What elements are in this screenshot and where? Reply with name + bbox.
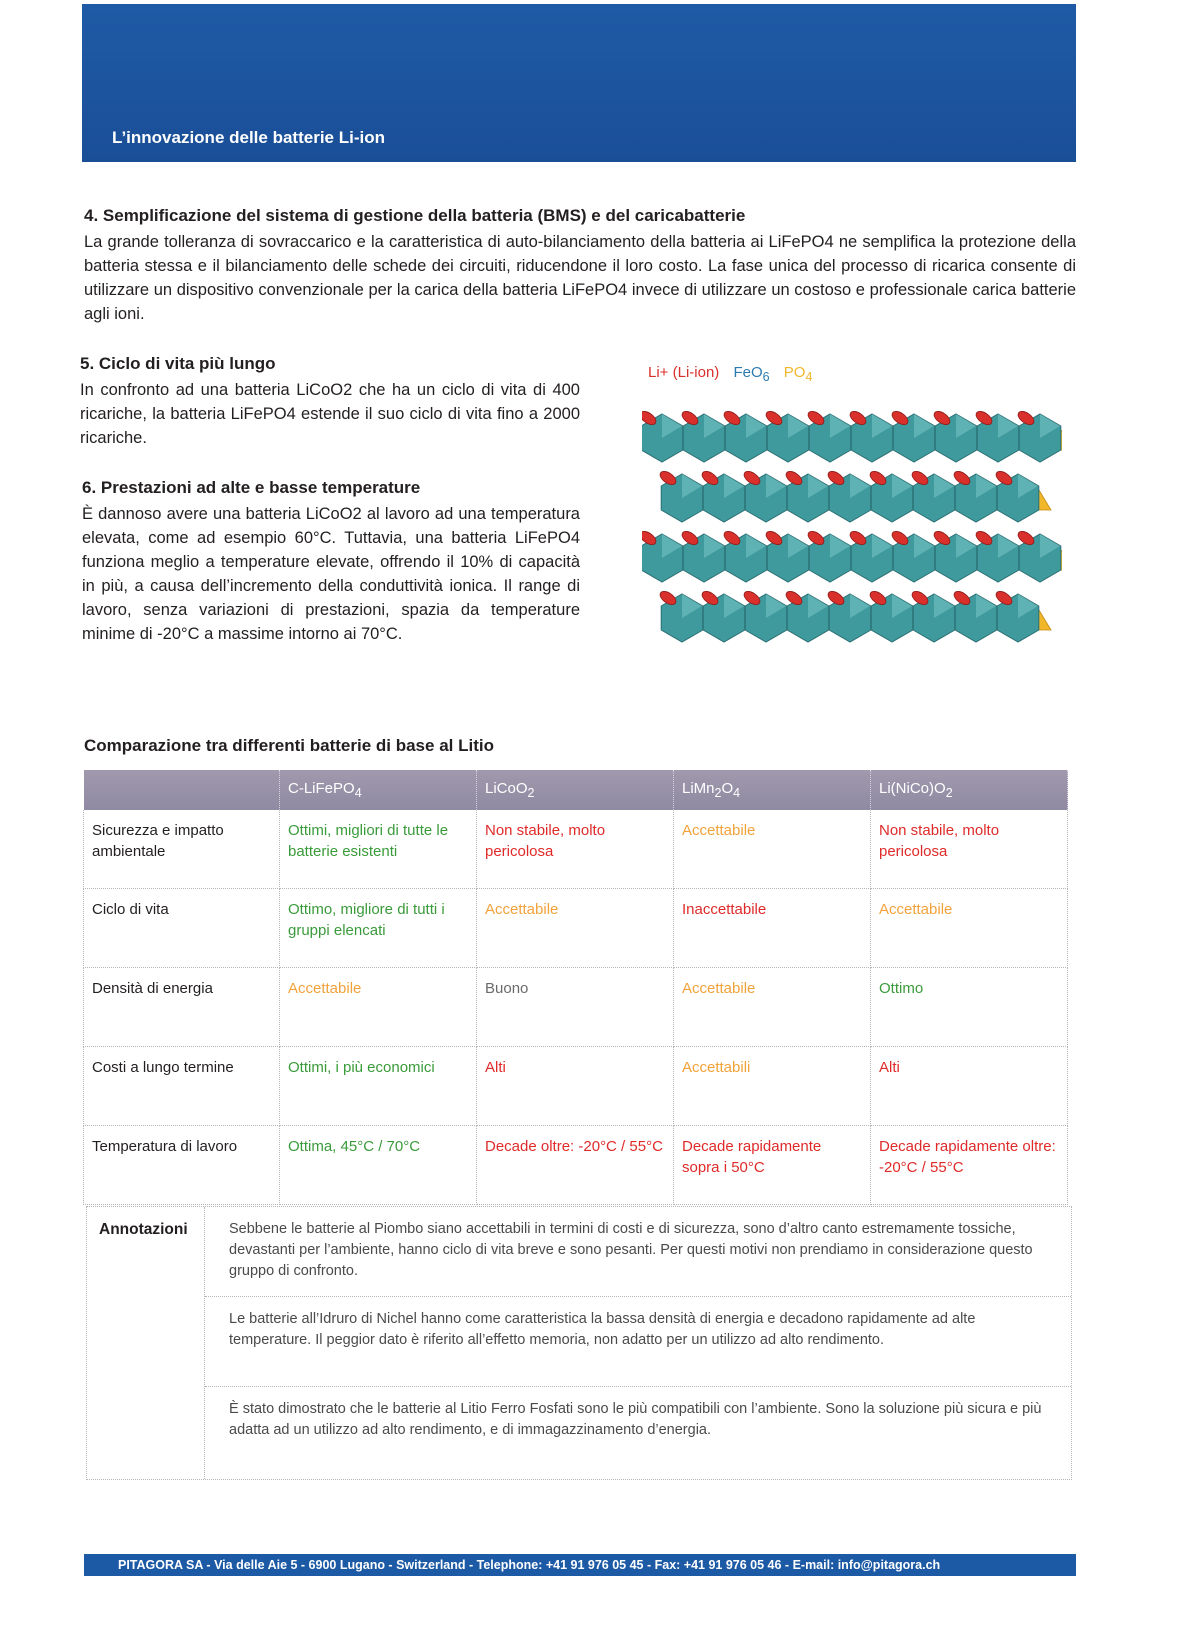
table-cell: Accettabile bbox=[477, 889, 674, 968]
table-cell: Ottimo bbox=[871, 968, 1068, 1047]
table-cell: Buono bbox=[477, 968, 674, 1047]
note-nimh-batteries: Le batterie all’Idruro di Nichel hanno come caratteristica la bassa densità di energia e decadono rapidamente ad alte temperature. Il peggior dato è riferito all’effetto memoria, non adatto per un utilizzo ad alto rendimento. bbox=[205, 1297, 1071, 1387]
table-cell: Inaccettabile bbox=[674, 889, 871, 968]
row-label: Ciclo di vita bbox=[84, 889, 280, 968]
table-cell: Alti bbox=[871, 1047, 1068, 1126]
notes-label: Annotazioni bbox=[87, 1207, 205, 1479]
crystal-legend bbox=[648, 364, 822, 384]
header-band bbox=[82, 4, 1076, 162]
comparison-table bbox=[83, 770, 1068, 1205]
section-cycle-life-title: 5. Ciclo di vita più lungo bbox=[80, 354, 276, 373]
table-cell: Ottimi, migliori di tutte le batterie esistenti bbox=[280, 810, 477, 889]
table-cell: Decade rapidamente oltre: -20°C / 55°C bbox=[871, 1126, 1068, 1205]
table-row bbox=[84, 1126, 1068, 1205]
row-label: Costi a lungo termine bbox=[84, 1047, 280, 1126]
table-cell: Accettabili bbox=[674, 1047, 871, 1126]
table-cell: Accettabile bbox=[674, 810, 871, 889]
table-cell: Alti bbox=[477, 1047, 674, 1126]
header-licoo2: LiCoO$_2$ bbox=[477, 770, 674, 810]
section-bms-body: La grande tolleranza di sovraccarico e la caratteristica di auto-bilanciamento della batteria ai LiFePO4 ne semplifica la protezione della batteria stessa e il bilanciamento delle schede dei circuiti, riducendone il loro costo. La fase unica del processo di ricarica consente di utilizzare un dispositivo convenzionale per la carica della batteria LiFePO4 invece di utilizzare un costoso e professionale carica batterie agli ioni. bbox=[84, 233, 1076, 323]
section-bms-title: 4. Semplificazione del sistema di gestione della batteria (BMS) e del caricabatterie bbox=[84, 206, 746, 225]
header-limn2o4: $LiMn_2O_4$ bbox=[674, 770, 871, 810]
table-cell: Ottima, 45°C / 70°C bbox=[280, 1126, 477, 1205]
legend-feo: FeO$_6$ bbox=[733, 364, 770, 384]
table-title: Comparazione tra differenti batterie di base al Litio bbox=[84, 736, 494, 755]
row-label: Sicurezza e impatto ambientale bbox=[84, 810, 280, 889]
section-temperature-title: 6. Prestazioni ad alte e basse temperature bbox=[82, 478, 421, 497]
notes-box bbox=[86, 1206, 1072, 1480]
crystal-structure-illustration bbox=[642, 392, 1062, 662]
note-lead-batteries: Sebbene le batterie al Piombo siano accettabili in termini di costi e di sicurezza, sono d’altro canto estremamente tossiche, devastanti per l’ambiente, hanno ciclo di vita breve e sono pesanti. Per questi motivi non prendiamo in considerazione questo gruppo di confronto. bbox=[205, 1207, 1071, 1297]
section-temperature-body: È dannoso avere una batteria LiCoO2 al lavoro ad una temperatura elevata, come ad esempio 60°C. Tuttavia, una batteria LiFePO4 funziona meglio a temperature elevate, offrendo il 10% di capacità in più, a causa dell’incremento della conduttività ionica. Il range di lavoro, senza variazioni di prestazioni, spazia da temperature minime di -20°C a massime intorno ai 70°C. bbox=[82, 505, 580, 643]
header-linicoo2: $Li(NiCo)O_2$ bbox=[871, 770, 1068, 810]
table-cell: Accettabile bbox=[280, 968, 477, 1047]
table-cell: Decade oltre: -20°C / 55°C bbox=[477, 1126, 674, 1205]
section-cycle-life-body: In confronto ad una batteria LiCoO2 che ha un ciclo di vita di 400 ricariche, la batteria LiFePO4 estende il suo ciclo di vita fino a 2000 ricariche. bbox=[80, 381, 580, 447]
table-row bbox=[84, 968, 1068, 1047]
table-cell: Non stabile, molto pericolosa bbox=[871, 810, 1068, 889]
table-cell: Non stabile, molto pericolosa bbox=[477, 810, 674, 889]
table-cell: Ottimo, migliore di tutti i gruppi elencati bbox=[280, 889, 477, 968]
section-temperature bbox=[82, 478, 580, 646]
note-lifepo4-batteries: È stato dimostrato che le batterie al Litio Ferro Fosfati sono le più compatibili con l’ambiente. Sono la soluzione più sicura e più adatta ad un utilizzo ad alto rendimento, e di immagazzinamento d’energia. bbox=[229, 1401, 1042, 1438]
section-bms bbox=[84, 206, 1076, 326]
table-cell: Accettabile bbox=[871, 889, 1068, 968]
table-cell: Decade rapidamente sopra i 50°C bbox=[674, 1126, 871, 1205]
footer-contact-bar: PITAGORA SA - Via delle Aie 5 - 6900 Lugano - Switzerland - Telephone: +41 91 976 05 45 - Fax: +41 91 976 05 46 - E-mail: info@pitagora.ch bbox=[84, 1554, 1076, 1576]
row-label: Densità di energia bbox=[84, 968, 280, 1047]
table-row bbox=[84, 810, 1068, 889]
section-cycle-life bbox=[80, 354, 580, 450]
table-row bbox=[84, 889, 1068, 968]
page-title: L’innovazione delle batterie Li-ion bbox=[112, 128, 385, 147]
table-row bbox=[84, 1047, 1068, 1126]
table-cell: Ottimi, i più economici bbox=[280, 1047, 477, 1126]
table-cell: Accettabile bbox=[674, 968, 871, 1047]
header-empty bbox=[84, 770, 280, 810]
legend-po: $PO_4$ bbox=[783, 364, 813, 384]
table-header-row bbox=[84, 770, 1068, 810]
row-label: Temperatura di lavoro bbox=[84, 1126, 280, 1205]
header-c-lifepo4: C-LiFePO$_4$ bbox=[280, 770, 477, 810]
legend-li: Li+ (Li-ion) bbox=[648, 364, 720, 381]
